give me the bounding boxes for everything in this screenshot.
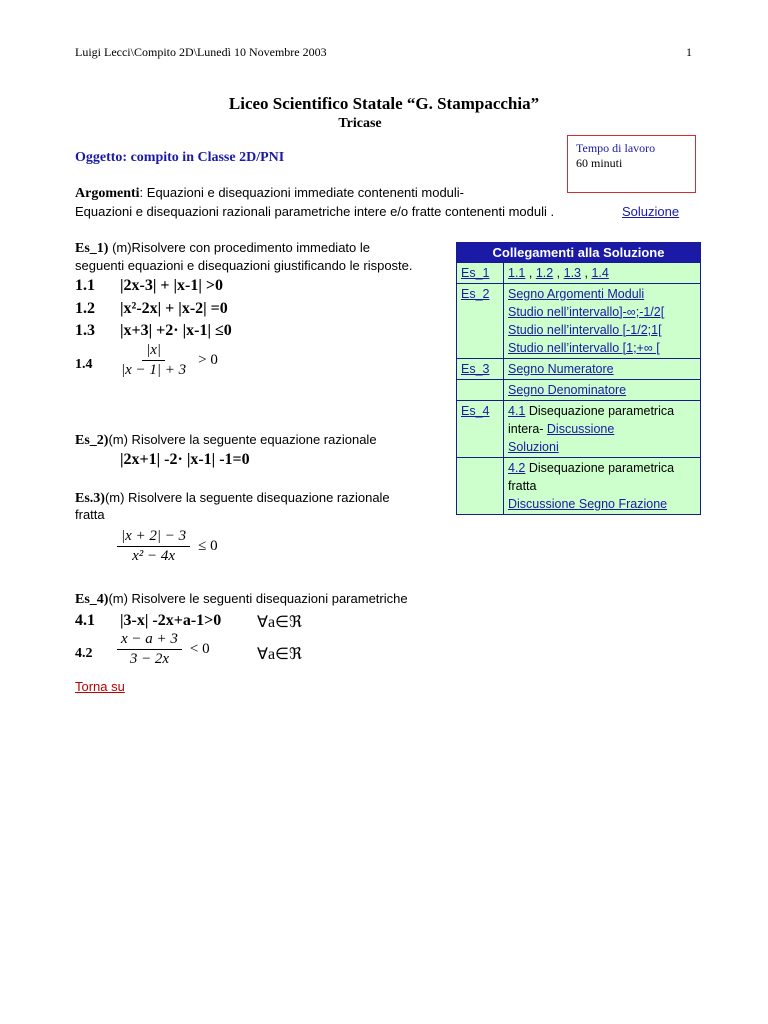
empty-cell	[457, 380, 504, 401]
es2-heading	[75, 432, 377, 449]
es4-2-cell	[504, 458, 701, 515]
es2-link[interactable]: Es_2	[461, 287, 490, 301]
soluzione-link[interactable]: Soluzione	[622, 204, 680, 219]
segno-denominatore-link[interactable]: Segno Denominatore	[508, 383, 627, 397]
es4-1-cell	[504, 401, 701, 458]
intervallo-3-link[interactable]: Studio nell’intervallo [1;+∞ [	[508, 341, 660, 355]
fraction-numerator: |x|	[142, 342, 165, 361]
tempo-value: 60 minuti	[576, 156, 623, 170]
solution-links-table	[456, 242, 701, 515]
table-row	[457, 401, 701, 458]
es1-item-num: 1.3	[75, 322, 95, 339]
table-row	[457, 359, 701, 380]
fraction	[117, 631, 182, 668]
es2-links-cell	[504, 284, 701, 359]
es4-title: Es_4)	[75, 592, 109, 607]
es4-link[interactable]: Es_4	[461, 404, 490, 418]
table-header-row	[457, 243, 701, 263]
header-path: Luigi Lecci\Compito 2D\Lunedì 10 Novembre 2003	[75, 45, 327, 59]
es4-item-expr: |3-x| -2x+a-1>0	[120, 612, 222, 629]
intervallo-2-link[interactable]: Studio nell’intervallo [-1/2;1[	[508, 323, 662, 337]
es4-item-num: 4.1	[75, 612, 95, 629]
es1-item-expr: |x²-2x| + |x-2| =0	[120, 300, 228, 317]
discussione-segno-frazione-link[interactable]: Discussione Segno Frazione	[508, 497, 668, 511]
fraction-relation: > 0	[198, 352, 218, 368]
school-town: Tricase	[338, 116, 382, 131]
tempo-label: Tempo di lavoro	[576, 141, 656, 155]
es1-link[interactable]: Es_1	[461, 266, 490, 280]
es4-text: (m) Risolvere le seguenti disequazioni parametriche	[108, 591, 408, 606]
es1-title: Es_1)	[75, 241, 109, 256]
es4-item-quant: ∀a∈ℜ	[257, 646, 303, 663]
es2-expr: |2x+1| -2· |x-1| -1=0	[120, 451, 250, 468]
es1-item-num: 1.4	[75, 357, 93, 372]
link-1-2[interactable]: 1.2	[535, 266, 554, 280]
es4-item2-expr	[117, 631, 210, 668]
fraction-numerator: |x + 2| − 3	[117, 528, 190, 547]
fraction-denominator: x² − 4x	[132, 548, 176, 564]
es2-text: (m) Risolvere la seguente equazione razionale	[108, 432, 377, 447]
es4-item-quant: ∀a∈ℜ	[257, 614, 303, 631]
es4-item-num: 4.2	[75, 646, 93, 661]
fraction-numerator: x − a + 3	[117, 631, 182, 650]
es1-cell	[457, 263, 504, 284]
es1-item-num: 1.1	[75, 277, 95, 294]
fraction-relation: ≤ 0	[198, 538, 218, 554]
empty-cell	[457, 458, 504, 515]
link-4-1[interactable]: 4.1	[508, 404, 526, 418]
es2-title: Es_2)	[75, 433, 109, 448]
fraction-relation: < 0	[189, 641, 210, 657]
page-number: 1	[686, 45, 692, 59]
es3-text1: (m) Risolvere la seguente disequazione razionale	[104, 490, 390, 505]
argomenti-text1: : Equazioni e disequazioni immediate contenenti moduli-	[139, 185, 465, 200]
es1-item4-expr	[117, 342, 218, 379]
soluzioni-link[interactable]: Soluzioni	[508, 440, 559, 454]
argomenti-line1	[75, 185, 464, 202]
es1-item-expr: |2x-3| + |x-1| >0	[120, 277, 223, 294]
link-4-2[interactable]: 4.2	[508, 461, 526, 475]
es2-cell	[457, 284, 504, 359]
es1-text2: seguenti equazioni e disequazioni giustificando le risposte.	[75, 258, 413, 273]
link-1-4[interactable]: 1.4	[591, 266, 609, 280]
link-1-3[interactable]: 1.3	[563, 266, 582, 280]
es4-cell	[457, 401, 504, 458]
table-row	[457, 380, 701, 401]
argomenti-label: Argomenti	[75, 186, 140, 201]
fraction-denominator: 3 − 2x	[129, 651, 170, 667]
es3-den-cell	[504, 380, 701, 401]
school-name: Liceo Scientifico Statale “G. Stampacchia”	[228, 94, 540, 113]
argomenti-line2: Equazioni e disequazioni razionali parametriche intere e/o fratte contenenti moduli .	[75, 204, 555, 219]
link-1-1[interactable]: 1.1	[508, 266, 526, 280]
es4-1-text: Disequazione parametrica intera-	[508, 404, 675, 436]
oggetto: Oggetto: compito in Classe 2D/PNI	[75, 150, 285, 165]
es1-item-expr: |x+3| +2· |x-1| ≤0	[120, 322, 232, 339]
es3-title: Es.3)	[75, 491, 105, 506]
fraction	[117, 528, 190, 565]
es3-cell	[457, 359, 504, 380]
table-row	[457, 263, 701, 284]
tempo-box	[567, 135, 696, 193]
es3-num-cell	[504, 359, 701, 380]
es1-item-num: 1.2	[75, 300, 95, 317]
es3-expr	[117, 528, 218, 565]
es3-link[interactable]: Es_3	[461, 362, 490, 376]
fraction	[117, 342, 190, 379]
es1-text1: (m)Risolvere con procedimento immediato le	[108, 240, 370, 255]
es1-links-cell: 1.1 , 1.2 , 1.3 , 1.4	[504, 263, 701, 284]
table-title: Collegamenti alla Soluzione	[457, 243, 701, 263]
fraction-denominator: |x − 1| + 3	[121, 362, 187, 378]
es3-text2: fratta	[75, 507, 105, 522]
es3-heading	[75, 490, 390, 507]
segno-argomenti-link[interactable]: Segno Argomenti Moduli	[508, 287, 645, 301]
es1-heading	[75, 240, 370, 257]
es4-2-text: Disequazione parametrica fratta	[508, 461, 675, 493]
es4-heading	[75, 591, 408, 608]
discussione-link[interactable]: Discussione	[546, 422, 615, 436]
segno-numeratore-link[interactable]: Segno Numeratore	[508, 362, 614, 376]
table-row	[457, 284, 701, 359]
intervallo-1-link[interactable]: Studio nell’intervallo]-∞;-1/2[	[508, 305, 665, 319]
table-row	[457, 458, 701, 515]
torna-su-link[interactable]: Torna su	[75, 679, 125, 694]
